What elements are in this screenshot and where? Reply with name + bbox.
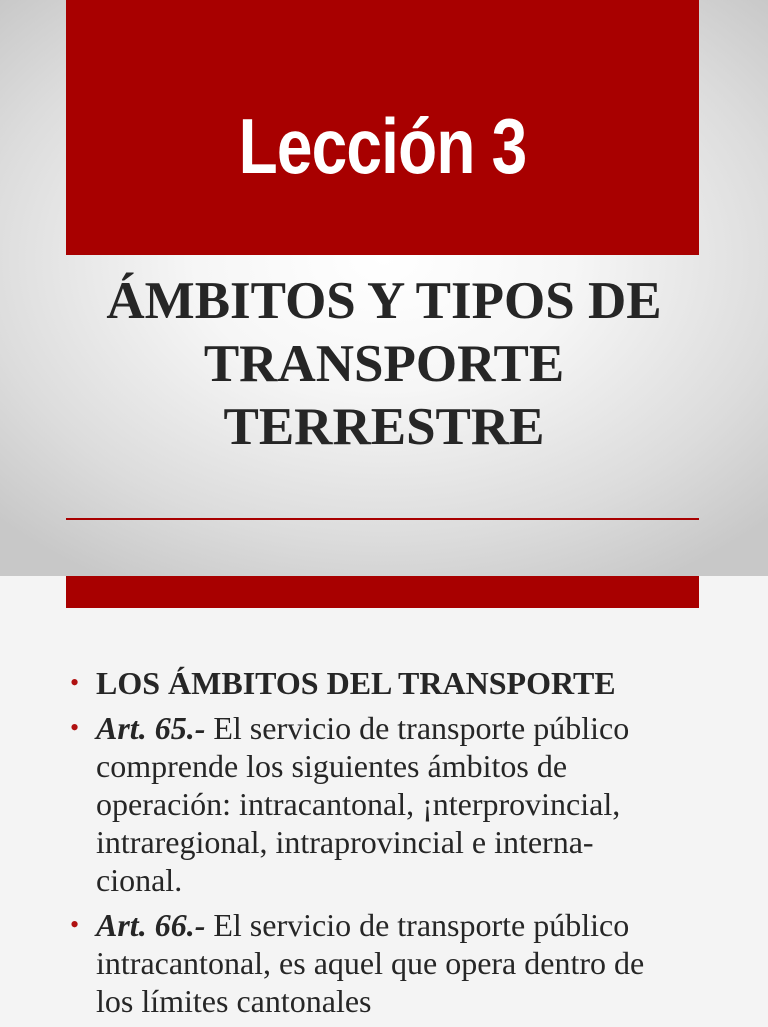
bullet-list (70, 664, 710, 1027)
bullet-item (70, 906, 710, 1020)
article-text: intracantonal, es aquel que opera dentro de (96, 945, 645, 981)
subtitle-line: ÁMBITOS Y TIPOS DE (106, 272, 662, 330)
lesson-subtitle (40, 270, 728, 459)
bullet-item (70, 664, 710, 702)
article-number: Art. 65.- (96, 710, 206, 746)
subtitle-line: TRANSPORTE (203, 335, 565, 393)
bullet-icon: • (70, 713, 80, 742)
title-banner (66, 0, 699, 255)
bullet-icon: • (70, 910, 80, 939)
article-text: los límites cantonales (96, 983, 372, 1019)
section-heading: LOS ÁMBITOS DEL TRANSPORTE (96, 665, 616, 701)
bullet-icon: • (70, 668, 80, 697)
article-text: intraregional, intraprovincial e interna- (96, 824, 594, 860)
lesson-title: Lección 3 (238, 102, 527, 190)
content-top-bar (66, 576, 699, 608)
article-text: cional. (96, 862, 183, 898)
article-text: El servicio de transporte público (213, 710, 630, 746)
article-text: operación: intracantonal, ¡nterprovincial, (96, 786, 621, 822)
article-number: Art. 66.- (96, 907, 206, 943)
article-text: El servicio de transporte público (213, 907, 630, 943)
bullet-item (70, 709, 710, 899)
divider-line (66, 518, 699, 520)
subtitle-line: TERRESTRE (223, 398, 545, 456)
article-text: comprende los siguientes ámbitos de (96, 748, 568, 784)
